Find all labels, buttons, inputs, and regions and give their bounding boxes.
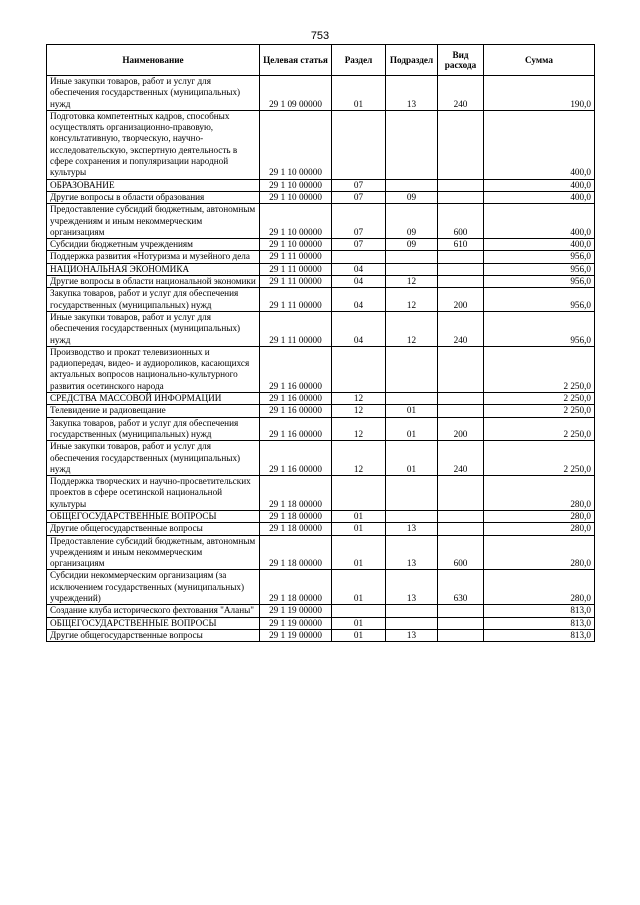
budget-table [46,44,595,642]
row-expense-type [438,629,484,641]
row-expense-type [438,251,484,263]
row-sum: 813,0 [484,605,595,617]
row-sum: 956,0 [484,288,595,312]
row-name: НАЦИОНАЛЬНАЯ ЭКОНОМИКА [47,263,260,275]
row-sum: 956,0 [484,311,595,346]
row-subsection [386,393,438,405]
row-expense-type: 240 [438,441,484,476]
row-target: 29 1 19 00000 [260,617,332,629]
row-expense-type [438,476,484,511]
row-target: 29 1 18 00000 [260,523,332,535]
header-expense-type: Вид расхода [438,45,484,76]
row-sum: 2 250,0 [484,405,595,417]
row-sum: 400,0 [484,179,595,191]
row-section [332,346,386,392]
row-target: 29 1 09 00000 [260,76,332,111]
row-subsection: 12 [386,288,438,312]
table-row [47,251,595,263]
row-subsection: 01 [386,417,438,441]
row-expense-type [438,605,484,617]
row-sum: 280,0 [484,523,595,535]
row-section [332,110,386,179]
row-name: Подготовка компетентных кадров, способных осуществлять организационно-правовую, консультативную, творческую, научно-исследовательскую, экспертную деятельность в сфере сохранения и популяризации народной культуры [47,110,260,179]
row-subsection [386,110,438,179]
header-sum: Сумма [484,45,595,76]
row-target: 29 1 11 00000 [260,251,332,263]
table-header-row [47,45,595,76]
row-expense-type [438,346,484,392]
row-name: Телевидение и радиовещание [47,405,260,417]
row-subsection: 13 [386,76,438,111]
header-target: Целевая статья [260,45,332,76]
row-section: 01 [332,76,386,111]
row-sum: 190,0 [484,76,595,111]
row-name: СРЕДСТВА МАССОВОЙ ИНФОРМАЦИИ [47,393,260,405]
row-target: 29 1 16 00000 [260,393,332,405]
row-name: Поддержка творческих и научно-просветительских проектов в сфере осетинской национальной культуры [47,476,260,511]
row-expense-type: 240 [438,76,484,111]
table-row [47,617,595,629]
row-name: Другие вопросы в области национальной экономики [47,276,260,288]
row-section: 01 [332,523,386,535]
row-section: 07 [332,239,386,251]
row-target: 29 1 18 00000 [260,570,332,605]
table-row [47,204,595,239]
row-expense-type [438,405,484,417]
row-section: 01 [332,570,386,605]
row-target: 29 1 10 00000 [260,191,332,203]
row-section: 07 [332,204,386,239]
row-section [332,476,386,511]
row-subsection [386,263,438,275]
table-row [47,570,595,605]
table-row [47,346,595,392]
row-subsection: 13 [386,629,438,641]
row-subsection: 01 [386,405,438,417]
row-target: 29 1 18 00000 [260,510,332,522]
table-row [47,417,595,441]
row-name: ОБЩЕГОСУДАРСТВЕННЫЕ ВОПРОСЫ [47,617,260,629]
table-row [47,605,595,617]
row-sum: 2 250,0 [484,417,595,441]
row-target: 29 1 11 00000 [260,263,332,275]
row-target: 29 1 18 00000 [260,535,332,570]
row-sum: 280,0 [484,535,595,570]
row-sum: 956,0 [484,263,595,275]
row-expense-type: 240 [438,311,484,346]
row-section: 04 [332,311,386,346]
row-expense-type [438,110,484,179]
row-name: Субсидии бюджетным учреждениям [47,239,260,251]
row-sum: 956,0 [484,251,595,263]
row-subsection [386,605,438,617]
row-name: Создание клуба исторического фехтования "Аланы" [47,605,260,617]
row-name: Другие общегосударственные вопросы [47,523,260,535]
row-name: Другие вопросы в области образования [47,191,260,203]
page-number: 753 [310,30,330,42]
row-subsection: 12 [386,276,438,288]
row-sum: 813,0 [484,617,595,629]
row-sum: 400,0 [484,110,595,179]
row-name: Иные закупки товаров, работ и услуг для обеспечения государственных (муниципальных) нужд [47,441,260,476]
row-expense-type [438,179,484,191]
row-sum: 2 250,0 [484,346,595,392]
table-row [47,441,595,476]
row-expense-type: 600 [438,535,484,570]
table-row [47,288,595,312]
row-sum: 400,0 [484,191,595,203]
row-subsection: 12 [386,311,438,346]
table-row [47,239,595,251]
row-target: 29 1 11 00000 [260,276,332,288]
row-name: Иные закупки товаров, работ и услуг для обеспечения государственных (муниципальных) нужд [47,311,260,346]
row-section: 01 [332,510,386,522]
header-name: Наименование [47,45,260,76]
row-target: 29 1 18 00000 [260,476,332,511]
row-target: 29 1 16 00000 [260,417,332,441]
row-subsection: 01 [386,441,438,476]
row-target: 29 1 11 00000 [260,288,332,312]
row-subsection [386,346,438,392]
table-row [47,523,595,535]
table-row [47,476,595,511]
row-subsection [386,617,438,629]
table-row [47,276,595,288]
row-expense-type: 200 [438,288,484,312]
table-row [47,393,595,405]
row-section [332,605,386,617]
row-name: Закупка товаров, работ и услуг для обеспечения государственных (муниципальных) нужд [47,288,260,312]
row-name: Производство и прокат телевизионных и радиопередач, видео- и аудиороликов, касающихся актуальных вопросов национально-культурного развития осетинского народа [47,346,260,392]
row-name: Иные закупки товаров, работ и услуг для обеспечения государственных (муниципальных) нужд [47,76,260,111]
row-subsection [386,179,438,191]
row-target: 29 1 11 00000 [260,311,332,346]
row-expense-type: 200 [438,417,484,441]
row-target: 29 1 10 00000 [260,204,332,239]
row-section [332,251,386,263]
row-section: 12 [332,393,386,405]
table-row [47,535,595,570]
row-name: ОБРАЗОВАНИЕ [47,179,260,191]
row-expense-type: 610 [438,239,484,251]
row-expense-type [438,263,484,275]
row-target: 29 1 16 00000 [260,405,332,417]
row-sum: 280,0 [484,476,595,511]
row-target: 29 1 10 00000 [260,239,332,251]
row-name: Предоставление субсидий бюджетным, автономным учреждениям и иным некоммерческим организациям [47,535,260,570]
header-section: Раздел [332,45,386,76]
row-subsection [386,251,438,263]
row-target: 29 1 10 00000 [260,110,332,179]
row-target: 29 1 10 00000 [260,179,332,191]
table-row [47,179,595,191]
row-expense-type [438,393,484,405]
row-target: 29 1 19 00000 [260,605,332,617]
row-section: 07 [332,191,386,203]
row-expense-type [438,617,484,629]
table-row [47,629,595,641]
row-section: 01 [332,617,386,629]
row-section: 07 [332,179,386,191]
row-section: 04 [332,276,386,288]
row-name: Поддержка развития «Нотуризма и музейного дела [47,251,260,263]
row-expense-type: 600 [438,204,484,239]
table-row [47,110,595,179]
row-sum: 280,0 [484,510,595,522]
row-sum: 280,0 [484,570,595,605]
row-sum: 2 250,0 [484,393,595,405]
row-subsection: 09 [386,191,438,203]
row-section: 12 [332,417,386,441]
row-expense-type [438,523,484,535]
row-subsection: 13 [386,535,438,570]
row-subsection [386,476,438,511]
row-name: Субсидии некоммерческим организациям (за исключением государственных (муниципальных) учреждений) [47,570,260,605]
row-expense-type [438,276,484,288]
row-section: 12 [332,441,386,476]
row-section: 01 [332,629,386,641]
table-row [47,76,595,111]
table-row [47,263,595,275]
row-name: Закупка товаров, работ и услуг для обеспечения государственных (муниципальных) нужд [47,417,260,441]
table-row [47,191,595,203]
row-section: 01 [332,535,386,570]
table-row [47,510,595,522]
row-subsection: 09 [386,204,438,239]
row-section: 04 [332,288,386,312]
table-row [47,405,595,417]
row-target: 29 1 16 00000 [260,441,332,476]
row-section: 04 [332,263,386,275]
row-target: 29 1 16 00000 [260,346,332,392]
header-subsection: Подраздел [386,45,438,76]
row-name: ОБЩЕГОСУДАРСТВЕННЫЕ ВОПРОСЫ [47,510,260,522]
row-subsection: 09 [386,239,438,251]
row-subsection: 13 [386,523,438,535]
row-sum: 813,0 [484,629,595,641]
row-expense-type [438,510,484,522]
row-subsection [386,510,438,522]
row-section: 12 [332,405,386,417]
row-name: Предоставление субсидий бюджетным, автономным учреждениям и иным некоммерческим организациям [47,204,260,239]
row-expense-type [438,191,484,203]
row-target: 29 1 19 00000 [260,629,332,641]
row-sum: 400,0 [484,204,595,239]
row-subsection: 13 [386,570,438,605]
row-expense-type: 630 [438,570,484,605]
row-sum: 400,0 [484,239,595,251]
row-sum: 2 250,0 [484,441,595,476]
row-name: Другие общегосударственные вопросы [47,629,260,641]
row-sum: 956,0 [484,276,595,288]
table-row [47,311,595,346]
